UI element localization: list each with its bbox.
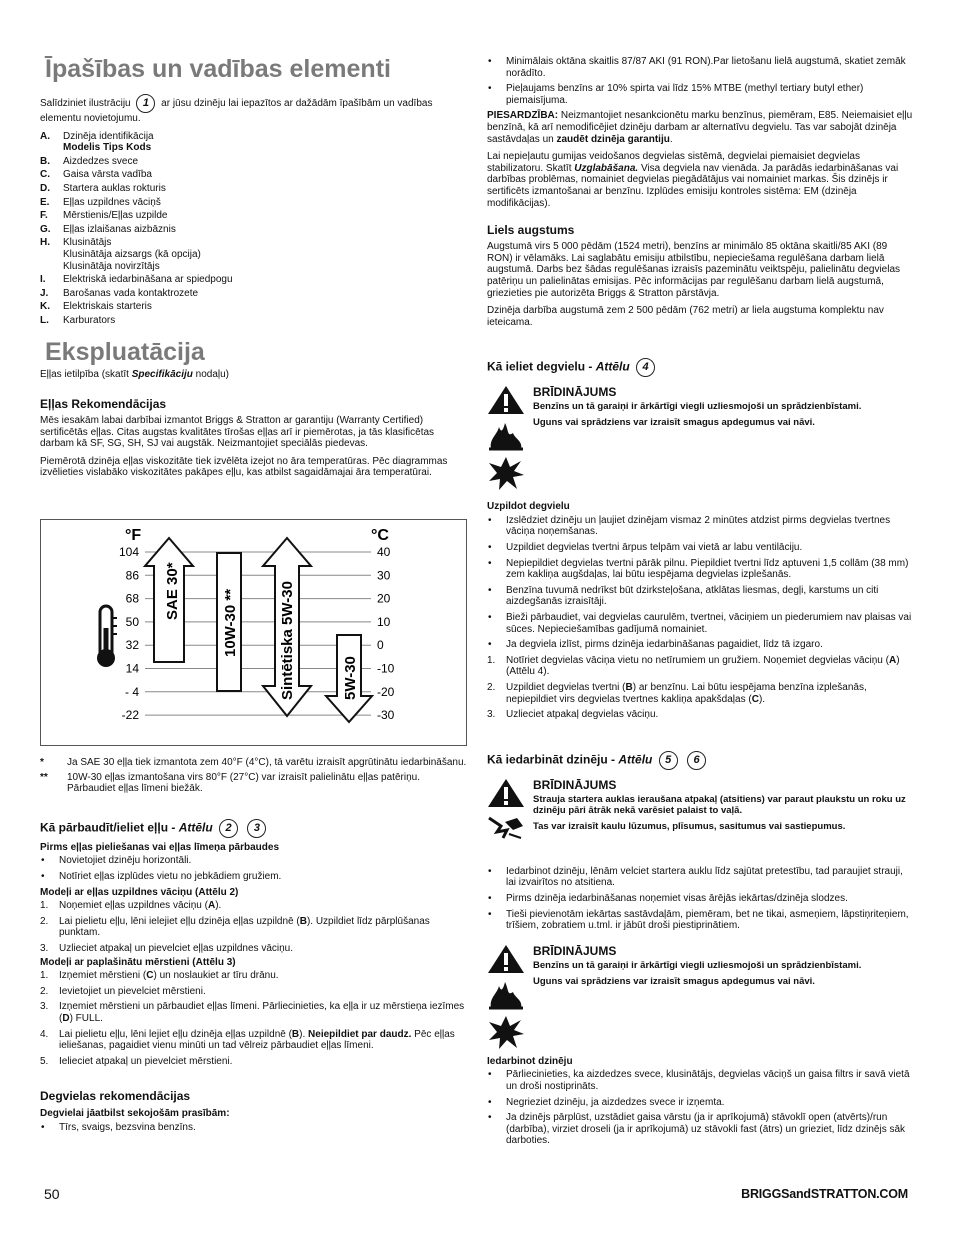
- alert-triangle-icon: [487, 778, 525, 808]
- fire-icon: [487, 978, 525, 1010]
- fuel-req-list: [40, 1122, 467, 1134]
- fire-warning-block-2: [487, 944, 914, 1054]
- step-number: 2.: [40, 915, 49, 927]
- explosion-icon: [487, 455, 525, 491]
- feature-item: [40, 183, 467, 195]
- step-number: 1.: [40, 900, 49, 912]
- pour-fuel-title-ref: Attēlu: [595, 359, 630, 374]
- storage-ref: Uzglabāšana.: [574, 162, 639, 174]
- list-item: • Ja dzinējs pārplūst, uzstādiet gaisa vārstu (ja ir aprīkojumā) stāvoklī open (atvērts)/run (darbība), virziet droseli (ja ir aprīkojumā) uz stāvokli fast (ātrs) un grieziet, līdz dzinējs sāk darboties.: [487, 1112, 914, 1147]
- feature-label: Elektriskais starteris: [63, 301, 152, 313]
- step-text: A: [888, 654, 897, 666]
- feature-label: Barošanas vada kontaktrozete: [63, 287, 199, 299]
- starting-heading: Iedarbinot dzinēju: [487, 1055, 573, 1067]
- list-item: • Nepiepildiet degvielas tvertni pārāk pilnu. Piepildiet tvertni līdz aptuveni 1,5 collām (38 mm) zem kakliņa augšdaļas, lai būtu iespējama degvielas izplešanās.: [487, 558, 914, 581]
- list-item: • Uzpildiet degvielas tvertni ārpus telpām vai vietā ar labu ventilāciju.: [487, 542, 914, 554]
- fire-warning-text-1: Benzīns un tā garaiņi ir ārkārtīgi viegli uzliesmojoši un sprādzienbīstami.: [533, 401, 862, 413]
- feature-item: [40, 274, 467, 286]
- feature-key: B.: [40, 155, 50, 167]
- fire-warning-text-2: Uguns vai sprādziens var izraisīt smagus apdegumus vai nāvi.: [533, 417, 815, 429]
- list-item: • Notīriet eļļas izplūdes vietu no jebkādiem gružiem.: [40, 871, 467, 883]
- warning-title: BRĪDINĀJUMS: [533, 943, 617, 958]
- step-item: [40, 916, 467, 939]
- feature-label: Aizdedzes svece: [63, 155, 139, 167]
- before-oil-heading: Pirms eļļas pieliešanas vai eļļas līmeņa pārbaudes: [40, 841, 280, 853]
- feature-label: Eļļas izlaišanas aizbāznis: [63, 223, 176, 235]
- check-oil-title-text: Kā pārbaudīt/ieliet eļļu -: [40, 820, 179, 835]
- feature-sublabel: Modelis Tips Kods: [63, 142, 152, 154]
- celsius-tick-label: 40: [377, 545, 391, 559]
- feature-key: J.: [40, 287, 49, 299]
- kickback-hand-icon: [487, 812, 525, 840]
- celsius-tick-label: 0: [377, 638, 384, 653]
- list-item: • Tieši pievienotām iekārtas sastāvdaļām, piemēram, bet ne tikai, asmeņiem, lāpstiņriteņiem, trīšiem, zobratiem u.tml. ir jābūt droši piestiprinātiem.: [487, 909, 914, 932]
- alert-triangle-icon: [487, 385, 525, 415]
- step-number: 2.: [40, 985, 49, 997]
- fahrenheit-tick-label: 68: [125, 591, 139, 606]
- warning-title: BRĪDINĀJUMS: [533, 385, 617, 400]
- fire-warning-text-2: Uguns vai sprādziens var izraisīt smagus apdegumus vai nāvi.: [533, 975, 815, 987]
- feature-item: [40, 169, 467, 181]
- feature-label: Klusinātājs: [63, 237, 112, 249]
- step-number: 3.: [40, 942, 49, 954]
- features-title: Īpašības un vadības elementi: [45, 55, 391, 83]
- fire-warning-block: [487, 385, 914, 495]
- step-item: [40, 970, 467, 982]
- fahrenheit-tick-label: 86: [125, 568, 139, 583]
- fuel-req-heading: Degvielai jāatbilst sekojošām prasībām:: [40, 1108, 230, 1120]
- step-item: [487, 655, 914, 678]
- refueling-heading: Uzpildot degvielu: [487, 501, 570, 513]
- step-text: Notīriet degvielas vāciņa vietu no netīrumiem un gružiem. Noņemiet degvielas vāciņu (: [506, 654, 889, 666]
- models-oil-cap-heading: Modeļi ar eļļas uzpildnes vāciņu (Attēlu 2): [40, 886, 239, 898]
- step-text: ). Uzpildiet līdz pārplūšanas punktam.: [59, 915, 430, 939]
- celsius-ticks: [377, 545, 395, 722]
- list-item: • Izslēdziet dzinēju un ļaujiet dzinējam vismaz 2 minūtes atdzist pirms degvielas tvertnes vāciņa noņemšanas.: [487, 515, 914, 538]
- step-number: 2.: [487, 682, 496, 693]
- feature-item: [40, 301, 467, 313]
- pour-fuel-title-text: Kā ieliet degvielu -: [487, 359, 596, 374]
- step-text: ).: [758, 693, 766, 705]
- step-text: Ielieciet atpakaļ un pievelciet mērstieni.: [59, 1055, 233, 1067]
- feature-key: L.: [40, 314, 49, 326]
- step-text: A: [207, 900, 216, 912]
- step-text: Uzlieciet atpakaļ degvielas vāciņu.: [506, 709, 659, 721]
- feature-key: I.: [40, 274, 46, 286]
- step-text: B: [625, 682, 633, 693]
- feature-line: Klusinātāja aizsargs (kā opcija): [63, 248, 201, 260]
- pour-fuel-title: [487, 358, 914, 377]
- operation-title: Ekspluatācija: [45, 337, 205, 366]
- step-text: B: [299, 915, 307, 927]
- caution-end: .: [669, 133, 673, 145]
- feature-label: Dzinēja identifikācija: [63, 130, 154, 142]
- step-number: 1.: [487, 654, 496, 666]
- figure-ref-badge: 3: [247, 819, 266, 838]
- list-item: • Pieļaujams benzīns ar 10% spirta vai līdz 15% MTBE (methyl tertiary butyl ether) piemaisījuma.: [487, 83, 914, 106]
- celsius-unit: °C: [371, 527, 389, 544]
- start-engine-title-ref: Attēlu: [618, 752, 653, 767]
- feature-label: Karburators: [63, 314, 116, 326]
- page-number: 50: [44, 1186, 60, 1202]
- step-text: Uzpildiet degvielas tvertni (: [506, 682, 626, 693]
- kickback-warning-block: [487, 778, 914, 858]
- feature-label: Startera auklas rokturis: [63, 182, 166, 194]
- feature-item: [40, 237, 467, 272]
- step-text: Izņemiet mērstieni un pārbaudiet eļļas līmeni. Pārliecinieties, ka eļļa ir uz mērstieņa iezīmes (: [59, 1001, 465, 1024]
- celsius-tick-label: 10: [377, 614, 391, 629]
- start-engine-title-text: Kā iedarbināt dzinēju -: [487, 752, 619, 767]
- celsius-tick-label: 20: [377, 591, 391, 606]
- list-item: • Benzīna tuvumā nedrīkst būt dzirksteļošana, atklātas liesmas, degļi, karstums un citi aizdegšanās izraisītāji.: [487, 585, 914, 608]
- step-item: [40, 1056, 467, 1068]
- figure-ref-badge: 5: [659, 751, 678, 770]
- step-number: 5.: [40, 1055, 49, 1067]
- footnote-text: 10W-30 eļļas izmantošana virs 80°F (27°C) var izraisīt palielinātu eļļas patēriņu. Pārbaudiet eļļas līmeni biežāk.: [67, 771, 420, 795]
- feature-key: K.: [40, 301, 50, 313]
- check-oil-title-ref: Attēlu: [178, 820, 213, 835]
- warning-icons: [487, 944, 527, 1054]
- warning-icons: [487, 385, 527, 495]
- step-text: Noņemiet eļļas uzpildnes vāciņu (: [59, 900, 208, 912]
- feature-key: G.: [40, 223, 51, 235]
- step-number: 1.: [40, 970, 49, 982]
- features-list: [40, 131, 467, 327]
- feature-line: Klusinātāja novirzītājs: [63, 260, 160, 272]
- step-item: [40, 943, 467, 955]
- oil-recommendations-title: Eļļas Rekomendācijas: [40, 397, 167, 412]
- synthetic-label: Sintētiska 5W-30: [279, 581, 296, 700]
- feature-key: D.: [40, 182, 50, 194]
- step-item: [40, 900, 467, 912]
- step-text: C: [751, 693, 759, 705]
- feature-label: Gaisa vārsta vadība: [63, 169, 152, 181]
- oil-capacity-text: Eļļas ietilpība (skatīt: [40, 368, 132, 380]
- step-text: ) un noslaukiet ar tīru drānu.: [153, 970, 279, 982]
- step-text: B: [291, 1028, 300, 1040]
- fahrenheit-tick-label: - 4: [124, 684, 139, 699]
- fahrenheit-tick-label: -22: [121, 708, 139, 723]
- feature-key: F.: [40, 210, 48, 222]
- oil-rec-paragraph-2: Piemērotā dzinēja eļļas viskozitāte tiek izvēlēta izejot no āra temperatūras. Pēc diagrammas izvēlieties vislabāko viskozitātes pakāpes eļļu, kas atbilst sagaidāmajai āra temperatūrai.: [40, 455, 448, 479]
- feature-label: Elektriskā iedarbināšana ar spiedpogu: [63, 274, 233, 286]
- high-altitude-title: Liels augstums: [487, 223, 575, 238]
- fuel-bullets: [487, 56, 914, 106]
- feature-key: C.: [40, 169, 50, 181]
- figure-ref-badge: 1: [136, 94, 155, 113]
- feature-item: [40, 288, 467, 300]
- step-number: 3.: [487, 709, 496, 721]
- list-item: • Iedarbinot dzinēju, lēnām velciet startera auklu līdz sajūtat pretestību, tad paraujiet strauji, lai izvairītos no atsitiena.: [487, 866, 914, 889]
- models-dipstick-steps: [40, 970, 467, 1067]
- step-text: ).: [299, 1028, 309, 1040]
- fahrenheit-tick-label: 14: [125, 661, 139, 676]
- fahrenheit-tick-label: 50: [125, 614, 139, 629]
- step-text: Lai pielietu eļļu, lēni lejiet eļļu dzinēja eļļas uzpildnē (: [59, 1028, 292, 1040]
- list-item: • Minimālais oktāna skaitlis 87/87 AKI (91 RON).Par lietošanu lielā augstumā, skatiet zemāk norādīto.: [487, 56, 914, 79]
- step-text: Pēc eļļas ieliešanas, pagaidiet vienu minūti un tad vēlreiz pārbaudiet eļļas līmeni.: [59, 1028, 455, 1052]
- feature-item: [40, 224, 467, 236]
- stabilizer-paragraph: [487, 151, 914, 209]
- step-text: C: [146, 970, 154, 982]
- list-item: • Tīrs, svaigs, bezsvina benzīns.: [40, 1122, 467, 1134]
- thermometer-icon: [97, 606, 117, 667]
- step-text: Lai pielietu eļļu, lēni ielejiet eļļu dzinēja eļļas uzpildnē (: [59, 915, 300, 927]
- step-text: Uzlieciet atpakaļ un pievelciet eļļas uzpildnes vāciņu.: [59, 942, 294, 954]
- fire-warning-text-1: Benzīns un tā garaiņi ir ārkārtīgi viegli uzliesmojoši un sprādzienbīstami.: [533, 959, 862, 971]
- start-engine-title: [487, 751, 914, 770]
- caution-text: Neizmantojiet nesankcionētu marku benzīnus, piemēram, E85. Neiemaisiet eļļu benzīnā, kā arī nemodificējiet dzinēju darbam ar alternatīvu degvielu. Tas var sabojāt dzinēja sastāvdaļas un: [487, 110, 913, 145]
- alert-triangle-icon: [487, 944, 525, 974]
- left-column-lower: [40, 757, 467, 1137]
- intro-text: Salīdziniet ilustrāciju: [40, 98, 131, 110]
- footnote: [40, 772, 467, 795]
- before-oil-list: [40, 855, 467, 882]
- footnote: [40, 757, 467, 769]
- 5w30-label: 5W-30: [342, 656, 359, 700]
- feature-key: H.: [40, 237, 50, 249]
- fuel-rec-title: Degvielas rekomendācijas: [40, 1089, 191, 1104]
- step-text: ) FULL.: [69, 1012, 103, 1024]
- feature-label: Mērstienis/Eļļas uzpilde: [63, 210, 168, 222]
- feature-key: A.: [40, 130, 50, 142]
- step-text: Neiepildiet par daudz.: [308, 1028, 412, 1040]
- list-item: • Pārliecinieties, ka aizdedzes svece, klusinātājs, degvielas vāciņš un gaisa filtrs ir savā vietā un droši nostiprināts.: [487, 1069, 914, 1092]
- brand-url: BRIGGSandSTRATTON.COM: [741, 1187, 908, 1201]
- fahrenheit-tick-label: 32: [125, 638, 139, 653]
- step-number: 4.: [40, 1028, 49, 1040]
- list-item: • Negrieziet dzinēju, ja aizdedzes svece ir izņemta.: [487, 1097, 914, 1109]
- footnote-text: Ja SAE 30 eļļa tiek izmantota zem 40°F (4°C), tā varētu izraisīt apgrūtinātu iedarbināšanu.: [67, 757, 467, 768]
- oil-capacity-note: [40, 369, 467, 381]
- celsius-tick-label: -10: [377, 661, 395, 676]
- warning-title: BRĪDINĀJUMS: [533, 777, 617, 792]
- footnote-mark: **: [40, 771, 48, 783]
- caution-label: PIESARDZĪBA:: [487, 110, 559, 122]
- starting-safety-list: [487, 866, 914, 932]
- feature-item: [40, 197, 467, 209]
- feature-item: [40, 156, 467, 168]
- left-column: [40, 54, 467, 485]
- fahrenheit-unit: °F: [125, 527, 142, 544]
- oil-rec-paragraph-1: Mēs iesakām labai darbībai izmantot Briggs & Stratton ar garantiju (Warranty Certified) sertificētās eļļas. Citas augstas kvalitātes tīrošas eļļas arī ir piemērotas, ja tās klasificētas darbam kā SF, SG, SH, SJ vai augstāk. Neizmantojiet speciālās piedevas.: [40, 415, 435, 450]
- sae30-label: SAE 30*: [164, 562, 181, 620]
- check-oil-title: [40, 819, 467, 838]
- step-item: [487, 682, 914, 705]
- caution-bold: zaudēt dzinēja garantiju: [556, 133, 670, 145]
- explosion-icon: [487, 1014, 525, 1050]
- step-item: [40, 986, 467, 998]
- refueling-list: [487, 515, 914, 651]
- fahrenheit-tick-label: 104: [118, 545, 139, 559]
- intro-text-end: ar jūsu dzinēju lai iepazītos ar dažādām īpašībām un vadības elementu novietojumu.: [40, 98, 433, 124]
- fahrenheit-ticks: [119, 545, 139, 722]
- chart-footnotes: [40, 757, 467, 795]
- step-text: Izņemiet mērstieni (: [59, 970, 147, 982]
- fire-icon: [487, 419, 525, 451]
- right-column: [487, 56, 914, 1151]
- step-text: ) ar benzīnu. Lai būtu iespējama benzīna izplešanās, nepiepildiet virs degvielas tvertnes kakliņa apakšdaļas (: [506, 682, 867, 705]
- celsius-tick-label: -20: [377, 684, 395, 699]
- features-intro: [40, 94, 467, 125]
- step-item: [487, 709, 914, 721]
- caution-paragraph: [487, 110, 914, 145]
- figure-ref-badge: 2: [219, 819, 238, 838]
- kickback-warning-text-2: Tas var izraisīt kaulu lūzumus, plīsumus, sasitumus vai sastiepumus.: [533, 820, 846, 832]
- footnote-mark: *: [40, 757, 44, 768]
- viscosity-chart-svg: [41, 520, 466, 745]
- models-dipstick-heading: Modeļi ar paplašinātu mērstieni (Attēlu 3): [40, 956, 236, 968]
- altitude-paragraph-2: Dzinēja darbība augstumā zem 2 500 pēdām (762 metri) ar liela augstuma komplektu nav ieteicama.: [487, 305, 884, 328]
- feature-item: [40, 210, 467, 222]
- feature-item: [40, 315, 467, 327]
- list-item: • Novietojiet dzinēju horizontāli.: [40, 855, 467, 867]
- starting-list: [487, 1069, 914, 1147]
- feature-key: E.: [40, 196, 50, 208]
- step-text: ).: [215, 900, 222, 912]
- feature-item: [40, 131, 467, 154]
- stabilizer-text-end: Visa degviela nav vienāda. Ja parādās iedarbināšanas vai darbības problēmas, nomainiet degvielas piegādātājus vai nomainiet markas. Šis dzinējs ir sertificēts izmantošanai ar benzīnu. Izplūdes emisiju kontroles sistēma: EM (dzinēja modifikācijas).: [487, 162, 899, 209]
- oil-capacity-text-end: nodaļu): [192, 368, 229, 380]
- celsius-tick-label: 30: [377, 568, 391, 583]
- 10w30-label: 10W-30 **: [222, 588, 239, 657]
- step-item: [40, 1029, 467, 1052]
- step-number: 3.: [40, 1001, 49, 1013]
- list-item: • Bieži pārbaudiet, vai degvielas caurulēm, tvertnei, vāciņiem un piederumiem nav plaisas vai sūces. Nepieciešamības gadījumā nomainiet.: [487, 612, 914, 635]
- pour-fuel-steps: [487, 655, 914, 721]
- stabilizer-text: Lai nepieļautu gumijas veidošanos degvielas sistēmā, degvielai piemaisiet degvielas stabilizatoru. Skatīt: [487, 151, 860, 174]
- kickback-warning-text-1: Strauja startera auklas ieraušana atpakaļ (atsitiens) var paraut plaukstu un roku uz dzinēju pāri ātrāk nekā varēsiet palaist to vaļā.: [533, 793, 906, 816]
- step-text: D: [62, 1012, 70, 1024]
- warning-icons: [487, 778, 527, 844]
- models-oil-cap-steps: [40, 900, 467, 954]
- step-text: ) (Attēlu 4).: [506, 654, 900, 678]
- step-item: [40, 1001, 467, 1024]
- oil-viscosity-chart: [40, 519, 467, 746]
- celsius-tick-label: -30: [377, 708, 395, 723]
- oil-capacity-ref: Specifikāciju: [131, 368, 193, 380]
- altitude-paragraph-1: Augstumā virs 5 000 pēdām (1524 metri), benzīns ar minimālo 85 oktāna skaitli/85 AKI (89 RON) ir vēlamāks. Lai saglabātu emisiju atbilstību, nepieciešama regulēšana darbam lielā augstumā. Darbs bez šādas regulēšanas izraisīs pazeminātu veiktspēju, palielinātu degvielas patēriņu un palielinātas emisijas. Pēc informācijas par regulēšanu darbam lielā augstumā, griezieties pie autorizēta Briggs & Stratton pārstāvja.: [487, 241, 901, 299]
- figure-ref-badge: 6: [687, 751, 706, 770]
- list-item: • Pirms dzinēja iedarbināšanas noņemiet visas ārējās iekārtas/dzinēja slodzes.: [487, 893, 914, 905]
- figure-ref-badge: 4: [636, 358, 655, 377]
- feature-label: Eļļas uzpildnes vāciņš: [63, 196, 161, 208]
- step-text: Ievietojiet un pievelciet mērstieni.: [59, 985, 206, 997]
- list-item: • Ja degviela izlīst, pirms dzinēja iedarbināšanas pagaidiet, līdz tā izgaro.: [487, 639, 914, 651]
